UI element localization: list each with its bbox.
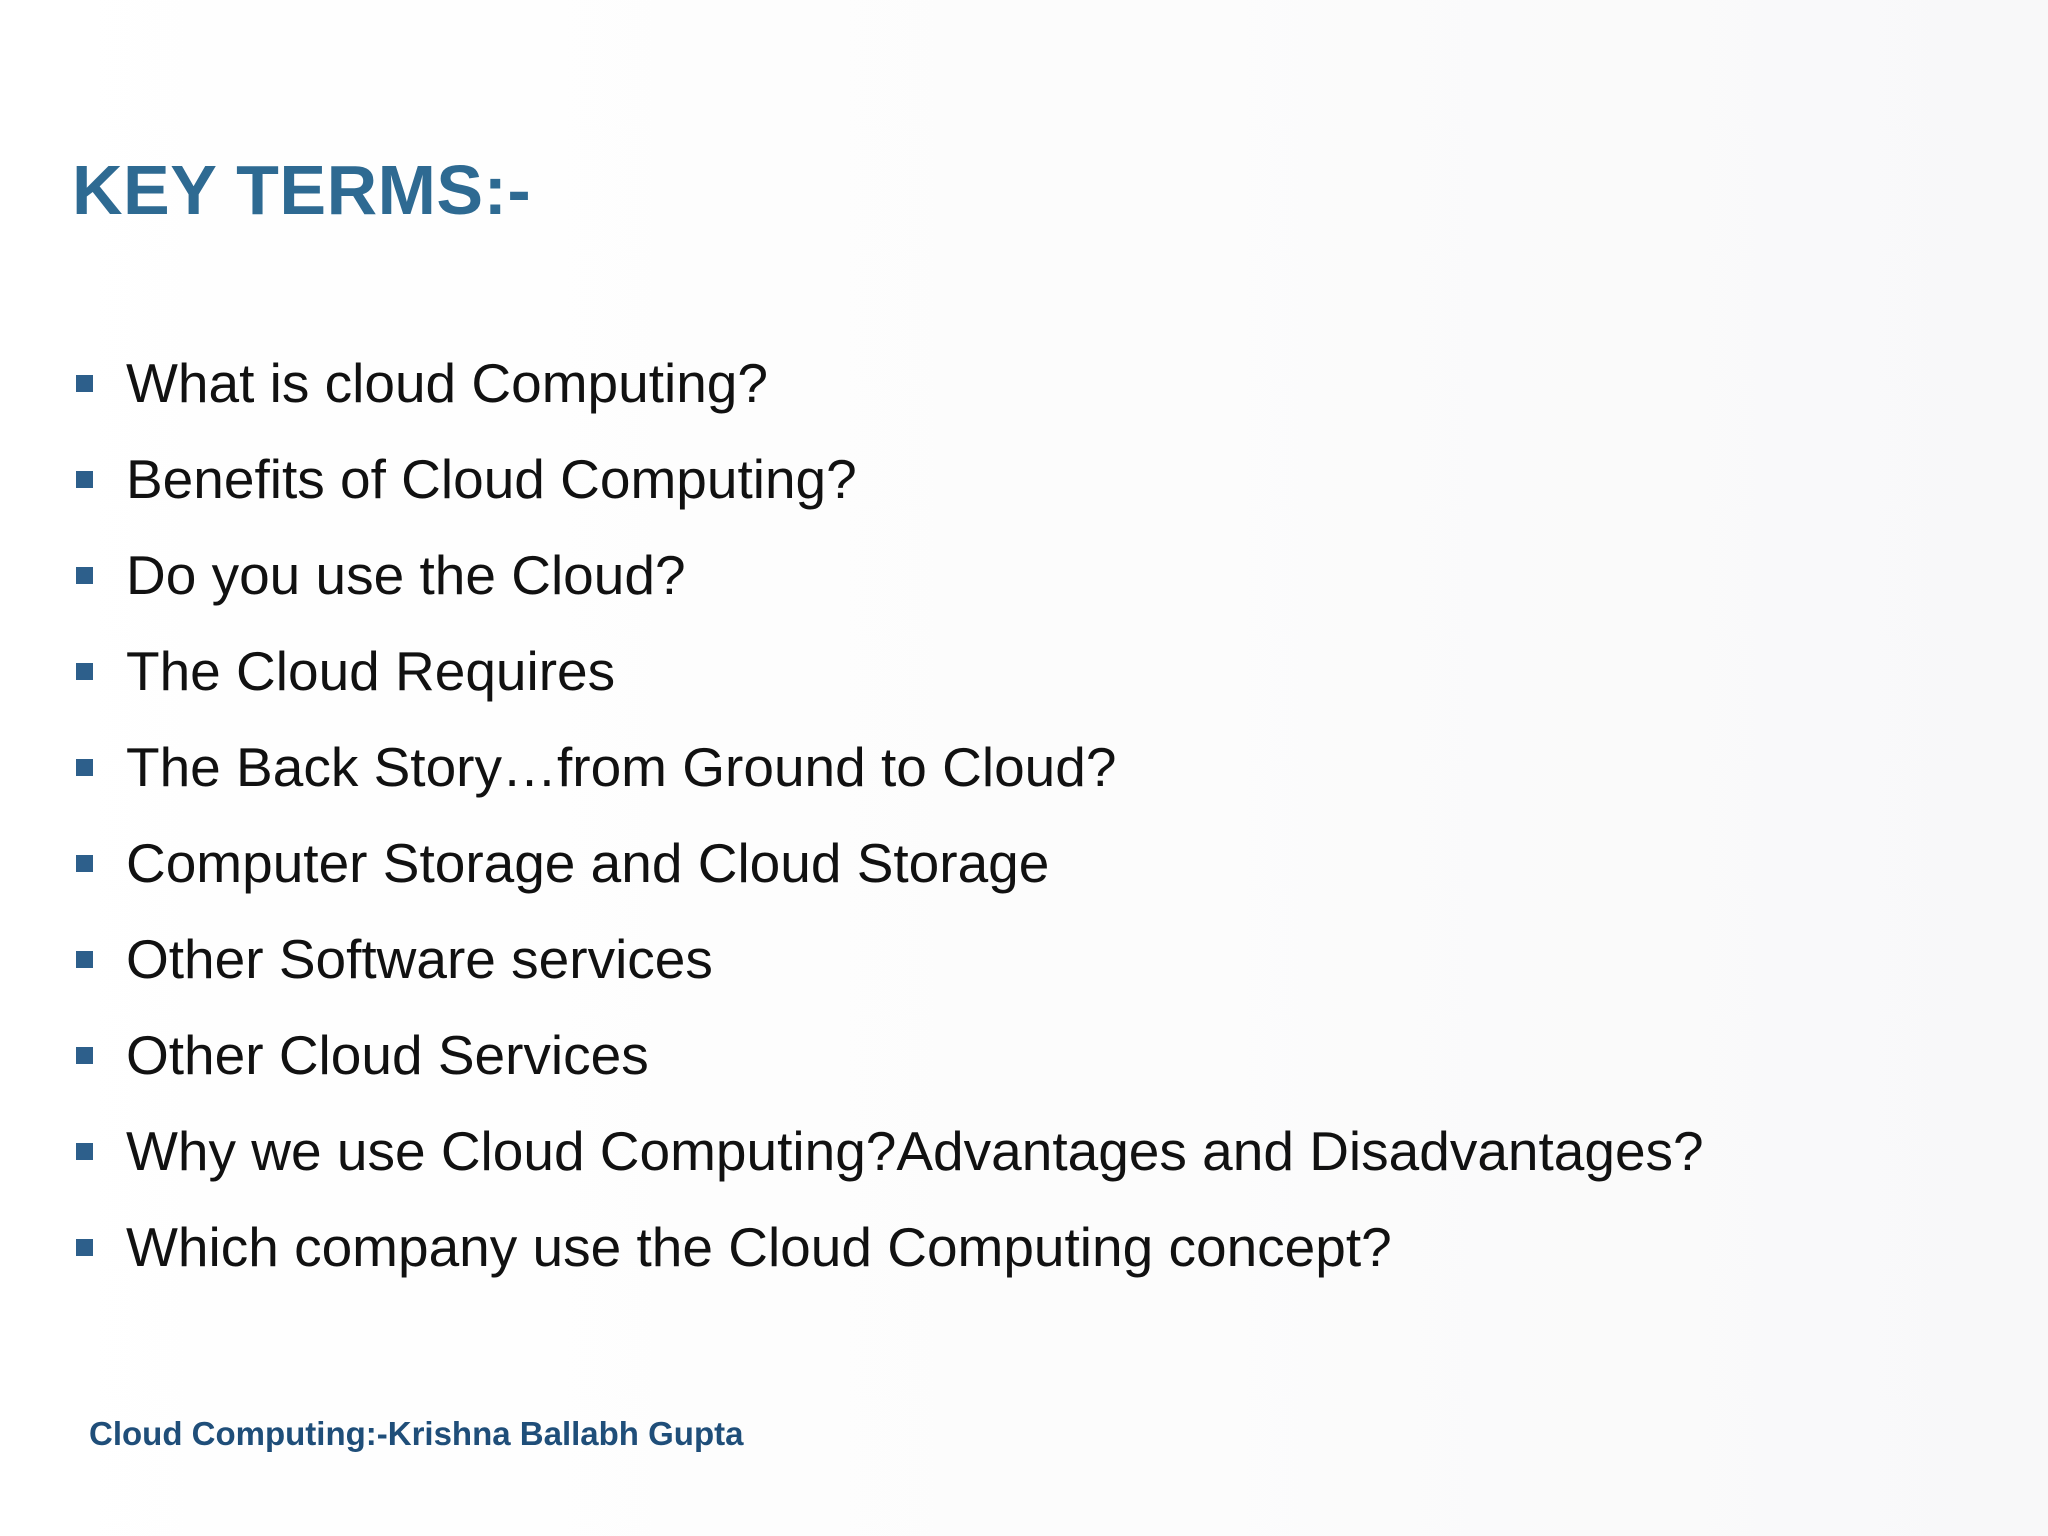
square-bullet-icon xyxy=(76,855,93,872)
square-bullet-icon xyxy=(76,471,93,488)
list-item-text: What is cloud Computing? xyxy=(126,352,768,414)
slide-footer: Cloud Computing:-Krishna Ballabh Gupta xyxy=(89,1415,744,1452)
key-terms-list xyxy=(76,335,1704,1295)
list-item-text: Other Cloud Services xyxy=(126,1024,649,1086)
square-bullet-icon xyxy=(76,1047,93,1064)
square-bullet-icon xyxy=(76,1143,93,1160)
list-item xyxy=(76,1103,1704,1199)
list-item-text: Why we use Cloud Computing?Advantages and Disadvantages? xyxy=(126,1120,1704,1182)
slide-title: KEY TERMS:- xyxy=(72,151,532,229)
list-item xyxy=(76,335,1704,431)
list-item xyxy=(76,623,1704,719)
list-item xyxy=(76,431,1704,527)
square-bullet-icon xyxy=(76,759,93,776)
list-item xyxy=(76,719,1704,815)
list-item-text: Other Software services xyxy=(126,928,713,990)
list-item xyxy=(76,911,1704,1007)
list-item-text: The Back Story…from Ground to Cloud? xyxy=(126,736,1117,798)
list-item-text: Benefits of Cloud Computing? xyxy=(126,448,857,510)
square-bullet-icon xyxy=(76,375,93,392)
list-item xyxy=(76,1007,1704,1103)
list-item-text: Do you use the Cloud? xyxy=(126,544,686,606)
list-item-text: Which company use the Cloud Computing concept? xyxy=(126,1216,1392,1278)
list-item-text: Computer Storage and Cloud Storage xyxy=(126,832,1050,894)
list-item xyxy=(76,815,1704,911)
square-bullet-icon xyxy=(76,567,93,584)
square-bullet-icon xyxy=(76,951,93,968)
list-item xyxy=(76,527,1704,623)
list-item-text: The Cloud Requires xyxy=(126,640,616,702)
square-bullet-icon xyxy=(76,663,93,680)
list-item xyxy=(76,1199,1704,1295)
square-bullet-icon xyxy=(76,1239,93,1256)
